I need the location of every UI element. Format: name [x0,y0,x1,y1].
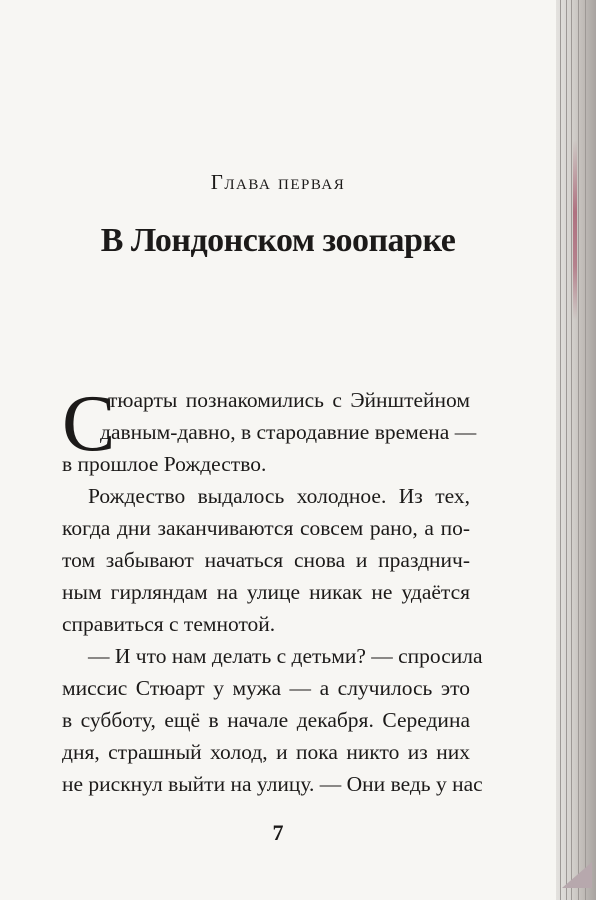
body-line-3: в прошлое Рождество. [62,452,267,476]
body-line-10: миссис Стюарт у мужа — а случилось это [62,676,470,700]
page-stack-edge [556,0,596,900]
body-line-13: не рискнул выйти на улицу. — Они ведь у нас [62,772,483,796]
body-line-9: — И что нам делать с детьми? — спросила [88,644,483,668]
body-line-6: том забывают начаться снова и празднич- [62,548,470,572]
bookmark-ribbon-shadow [573,140,577,320]
body-line-1: тюарты познакомились с Эйнштейном [108,388,470,412]
page-edge-line [578,0,579,900]
page-corner-shadow [562,862,592,888]
page-edge-line [571,0,572,900]
body-line-2: давным-давно, в стародавние времена — [100,420,477,444]
body-line-11: в субботу, ещё в начале декабря. Середина [62,708,470,732]
body-line-8: справиться с темнотой. [62,612,276,636]
body-line-5: когда дни заканчиваются совсем рано, а по- [62,516,470,540]
page-edge-line [560,0,561,900]
body-line-7: ным гирляндам на улице никак не удаётся [62,580,470,604]
chapter-label: Глава первая [210,170,346,194]
body-line-4: Рождество выдалось холодное. Из тех, [88,484,470,508]
chapter-title: В Лондонском зоопарке [100,222,456,259]
page-edge-line [566,0,567,900]
drop-cap-letter: С [62,380,116,468]
body-line-12: дня, страшный холод, и пока никто из них [62,740,470,764]
page-number: 7 [272,820,284,845]
page-edge-line [585,0,586,900]
